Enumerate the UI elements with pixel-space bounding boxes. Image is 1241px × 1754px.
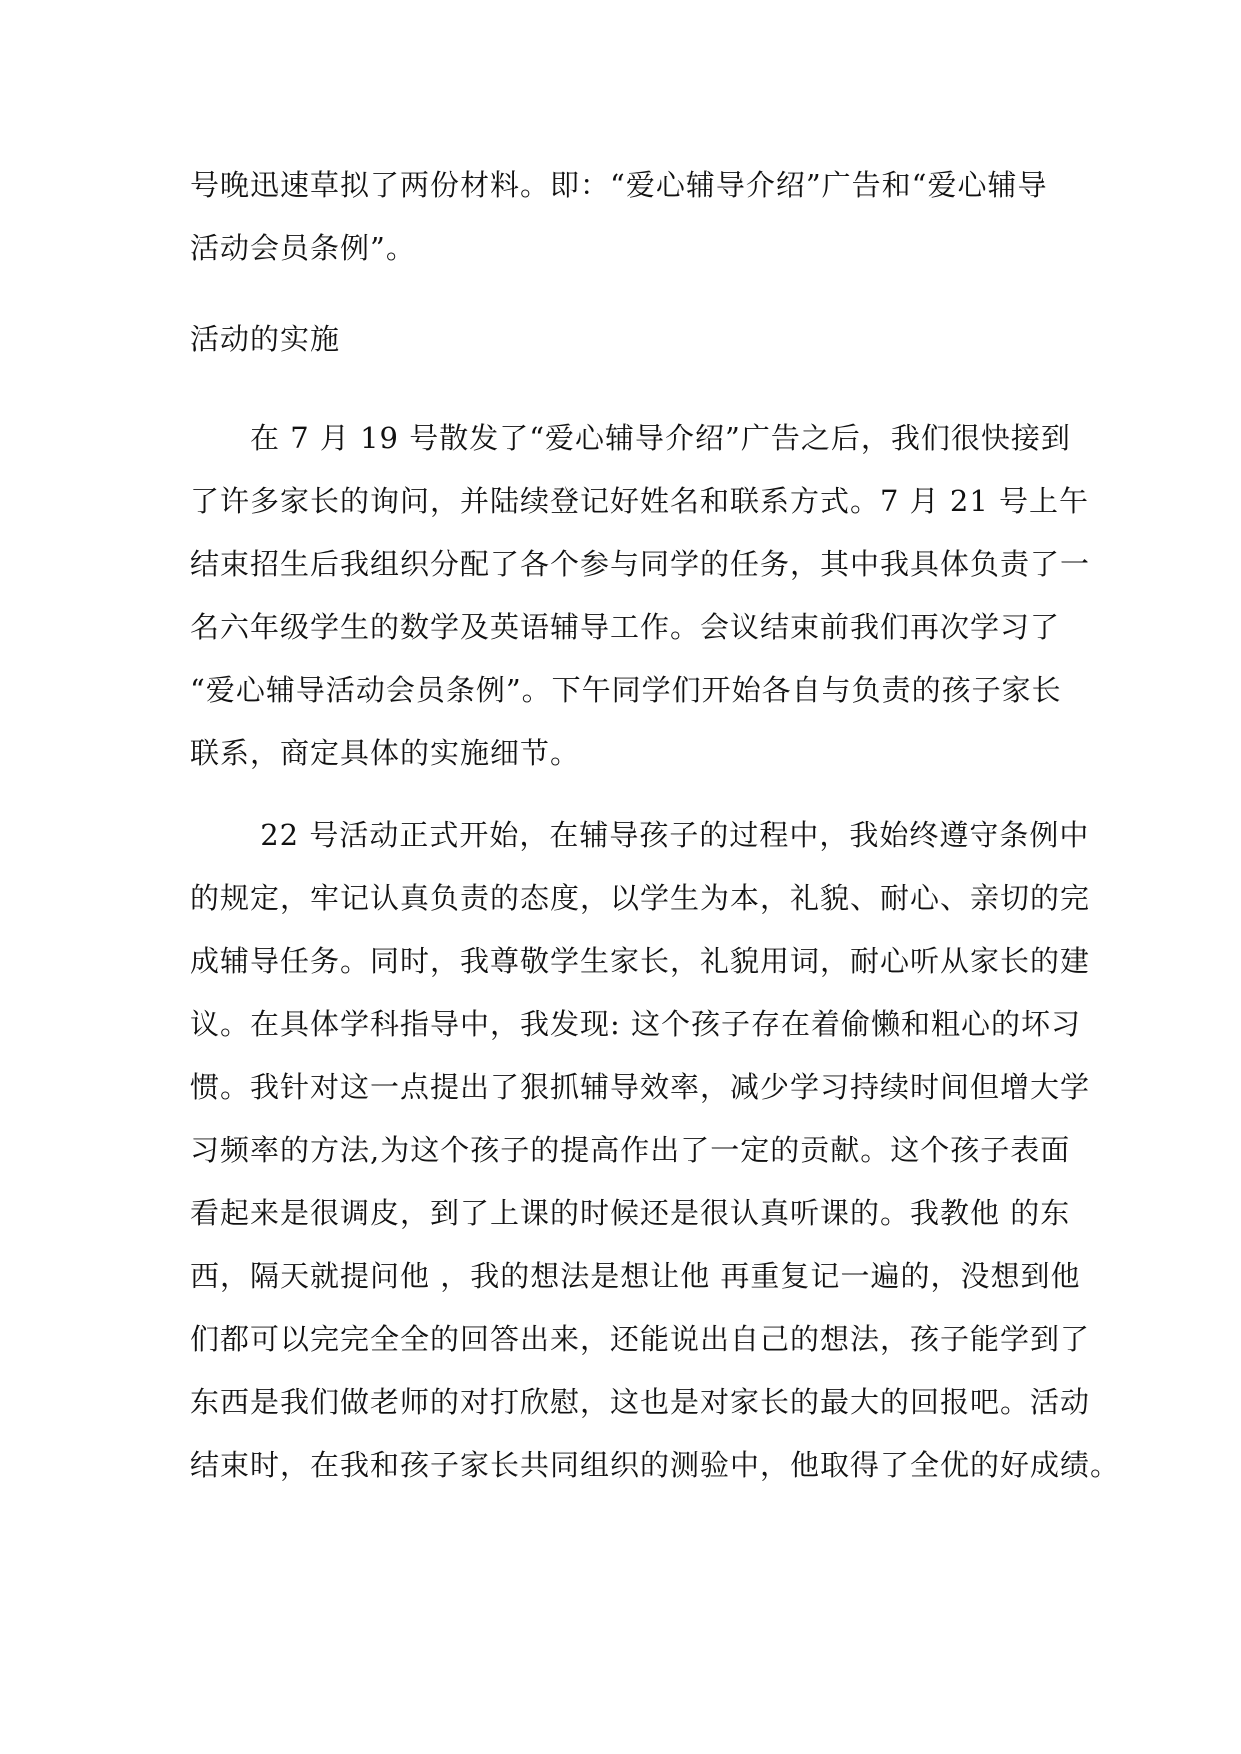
- text-line: 东西是我们做老师的对打欣慰，这也是对家长的最大的回报吧。活动: [190, 1385, 1091, 1419]
- text-line: 习频率的方法,为这个孩子的提高作出了一定的贡献。这个孩子表面: [190, 1133, 1071, 1167]
- text-line: 活动会员条例”。: [190, 231, 416, 265]
- text-line: 联系，商定具体的实施细节。: [190, 736, 581, 770]
- paragraph-implementation: [190, 407, 1091, 785]
- text-line: 了许多家长的询问，并陆续登记好姓名和联系方式。7 月 21 号上午: [190, 484, 1090, 518]
- paragraph-activity: [190, 804, 1121, 1497]
- text-line: 看起来是很调皮，到了上课的时候还是很认真听课的。我教他 的东: [190, 1196, 1071, 1230]
- text-line: 成辅导任务。同时，我尊敬学生家长，礼貌用词，耐心听从家长的建: [190, 944, 1091, 978]
- text-line: 名六年级学生的数学及英语辅导工作。会议结束前我们再次学习了: [190, 610, 1061, 644]
- text-line: 们都可以完完全全的回答出来，还能说出自己的想法，孩子能学到了: [190, 1322, 1091, 1356]
- section-heading: [190, 308, 1070, 371]
- text-line: 结束时，在我和孩子家长共同组织的测验中，他取得了全优的好成绩。: [190, 1448, 1121, 1482]
- text-line: 号晚迅速草拟了两份材料。即：“爱心辅导介绍”广告和“爱心辅导: [190, 168, 1048, 202]
- heading-text: 活动的实施: [190, 322, 341, 356]
- text-line: 的规定，牢记认真负责的态度，以学生为本，礼貌、耐心、亲切的完: [190, 881, 1091, 915]
- text-line: 结束招生后我组织分配了各个参与同学的任务，其中我具体负责了一: [190, 547, 1091, 581]
- text-line: 西，隔天就提问他 ，我的想法是想让他 再重复记一遍的，没想到他: [190, 1259, 1081, 1293]
- text-line: 惯。我针对这一点提出了狠抓辅导效率，减少学习持续时间但增大学: [190, 1070, 1091, 1104]
- text-line: “爱心辅导活动会员条例”。下午同学们开始各自与负责的孩子家长: [190, 673, 1062, 707]
- paragraph-materials: [190, 154, 1070, 280]
- text-line: 议。在具体学科指导中，我发现: 这个孩子存在着偷懒和粗心的坏习: [190, 1007, 1081, 1041]
- text-line: 22 号活动正式开始，在辅导孩子的过程中，我始终遵守条例中: [190, 818, 1090, 852]
- text-line: 在 7 月 19 号散发了“爱心辅导介绍”广告之后，我们很快接到: [190, 421, 1071, 455]
